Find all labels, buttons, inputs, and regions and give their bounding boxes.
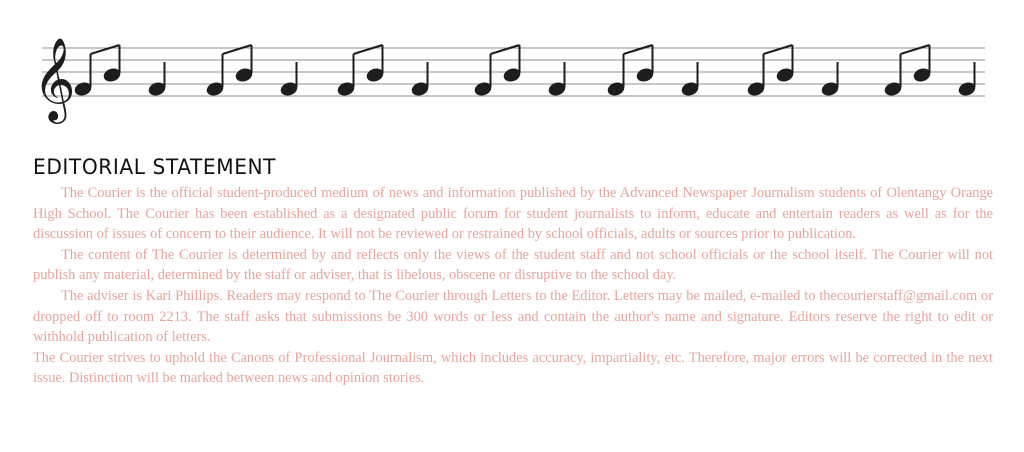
editorial-paragraph-3: The adviser is Kari Phillips. Readers may respond to The Courier through Letters to the Editor. Letters may be mailed, e-mailed to thecourierstaff@gmail.com or dropped off to room 2213. The staff asks that submissions be 300 words or less and contain the author's name and signature. Editors reserve the right to edit or withhold publication of letters. [33, 287, 993, 346]
treble-clef-icon: 𝄞 [33, 36, 76, 120]
note-group [473, 45, 567, 98]
note-group [883, 45, 977, 98]
note-group [336, 45, 430, 98]
note-beam [901, 45, 930, 54]
note-group [73, 45, 167, 98]
editorial-paragraph-2: The content of The Courier is determined by and reflects only the views of the student staff and not school officials or the school itself. The Courier will not publish any material, determined by the staff or adviser, that is libelous, obscene or disruptive to the school day. [33, 246, 993, 284]
note-beam [91, 45, 120, 54]
note-group [606, 45, 700, 98]
note-beam [624, 45, 653, 54]
note-beam [764, 45, 793, 54]
music-staff-banner [0, 0, 1024, 130]
editorial-paragraph-1: The Courier is the official student-produced medium of news and information published by the Advanced Newspaper Journalism students of Olentangy Orange High School. The Courier has been established as a designated public forum for student journalists to inform, educate and entertain readers as well as for the discussion of issues of concern to their audience. It will not be reviewed or restrained by school officials, adults or sources prior to publication. [33, 185, 993, 243]
note-beam [491, 45, 520, 54]
note-group [746, 45, 840, 98]
editorial-paragraph-4: The Courier strives to uphold the Canons of Professional Journalism, which includes accuracy, impartiality, etc. Therefore, major errors will be corrected in the next issue. Distinction will be marked between news and opinion stories. [33, 349, 993, 387]
note-beam [354, 45, 383, 54]
note-group [205, 45, 299, 98]
editorial-statement [33, 155, 993, 389]
note-beam [223, 45, 252, 54]
notes-group [73, 45, 977, 98]
editorial-heading: EDITORIAL STATEMENT [33, 155, 277, 179]
